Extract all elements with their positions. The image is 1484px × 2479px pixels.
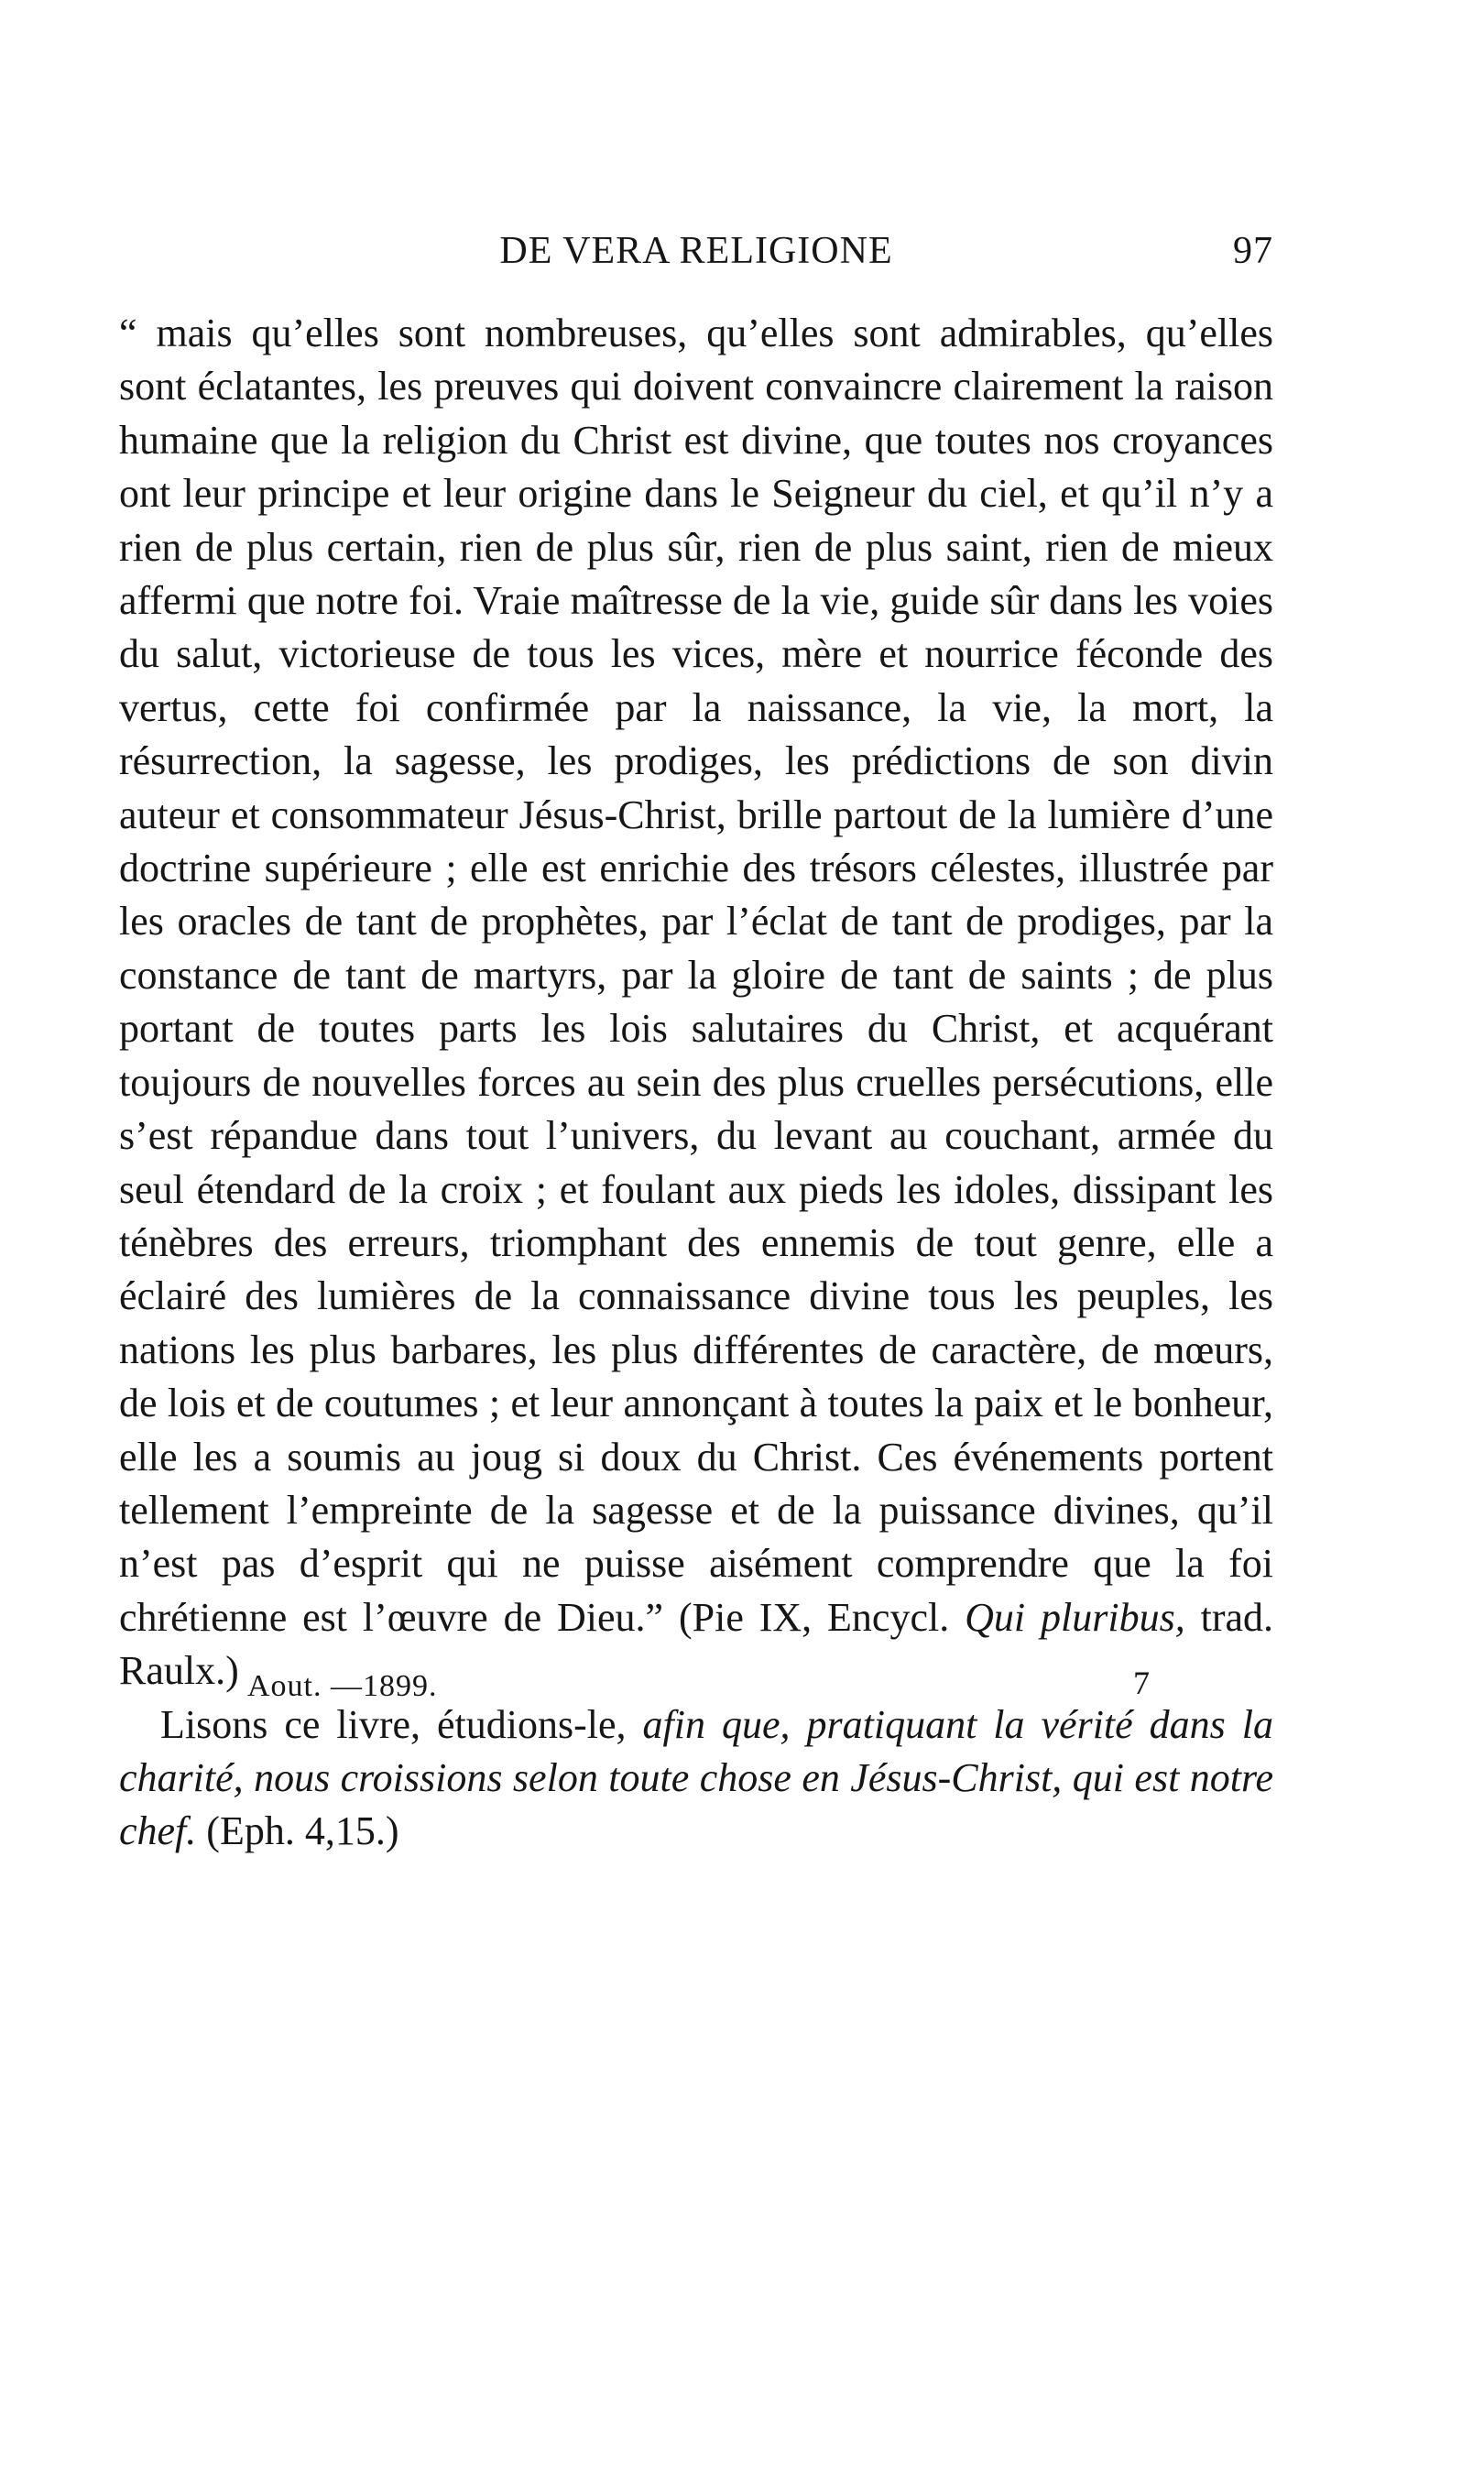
citation-title: Qui pluribus,	[965, 1594, 1185, 1640]
page-number: 97	[1233, 230, 1273, 272]
signature-mark: 7	[1133, 1665, 1150, 1701]
quotation-paragraph	[119, 307, 1273, 1698]
quotation-text: “ mais qu’elles sont nombreuses, qu’elles sont admirables, qu’elles sont éclatantes, les preuves qui doivent convaincre clairement la raison humaine que la religion du Christ est divine, que toutes nos croyances ont leur principe et leur origine dans le Seigneur du ciel, et qu’il n’y a rien de plus certain, rien de plus sûr, rien de plus saint, rien de mieux affermi que notre foi. Vraie maîtresse de la vie, guide sûr dans les voies du salut, victorieuse de tous les vices, mère et nourrice féconde des vertus, cette foi confirmée par la naissance, la vie, la mort, la résurrection, la sagesse, les prodiges, les prédictions de son divin auteur et consommateur Jésus-Christ, brille partout de la lumière d’une doctrine supérieure ; elle est enrichie des trésors célestes, illustrée par les oracles de tant de prophètes, par l’éclat de tant de prodiges, par la constance de tant de martyrs, par la gloire de tant de saints ; de plus portant de toutes parts les lois salutaires du Christ, et acquérant toujours de nouvelles forces au sein des plus cruelles persécutions, elle s’est répandue dans tout l’univers, du levant au couchant, armée du seul étendard de la croix ; et foulant aux pieds les idoles, dissipant les ténèbres des erreurs, triomphant des ennemis de tout genre, elle a éclairé des lumières de la connaissance divine tous les peuples, les nations les plus barbares, les plus différentes de caractère, de mœurs, de lois et de coutumes ; et leur annonçant à toutes la paix et le bonheur, elle les a soumis au joug si doux du Christ. Ces événements portent tellement l’empreinte de la sagesse et de la puissance divines, qu’il n’est pas d’esprit qui ne puisse aisément comprendre que la foi chrétienne est l’œuvre de Dieu.”	[119, 311, 1273, 1640]
running-head	[119, 229, 1273, 284]
scripture-reference: (Eph. 4,15.)	[196, 1808, 399, 1854]
citation-suffix: trad. Raulx.)	[119, 1594, 1273, 1694]
scripture-quotation: afin que, pratiquant la vérité dans la charité, nous croissions selon toute chose en Jésus-Christ, qui est notre chef.	[119, 1701, 1274, 1854]
running-title: DE VERA RELIGIONE	[499, 230, 893, 272]
date-line: Aout. —1899.	[247, 1669, 438, 1703]
page-footer	[247, 1665, 1163, 1715]
citation-prefix: (Pie IX, Encycl.	[663, 1594, 966, 1640]
closing-paragraph	[119, 1698, 1273, 1859]
body-text	[119, 307, 1273, 1859]
closing-paragraph-start: Lisons ce livre, étudions-le,	[160, 1701, 643, 1747]
